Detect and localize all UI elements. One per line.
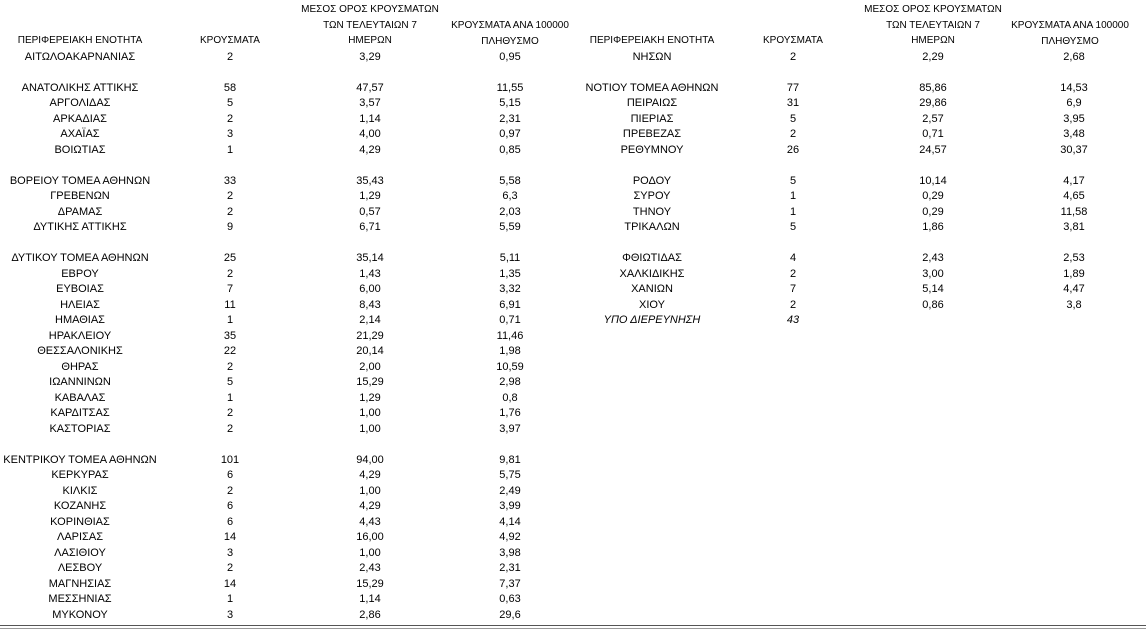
table-row <box>0 577 1146 593</box>
table-row <box>0 143 1146 159</box>
cell-region: ΦΘΙΩΤΙΔΑΣ <box>622 252 682 264</box>
cell-avg7: 1,00 <box>359 484 381 497</box>
table-row <box>0 174 1146 190</box>
cell-region: ΚΕΡΚΥΡΑΣ <box>51 469 109 481</box>
cell-region: ΕΥΒΟΙΑΣ <box>56 283 104 295</box>
cell-avg7: 2,86 <box>359 608 381 621</box>
cell-avg7: 0,29 <box>922 205 944 218</box>
cell-region: ΔΡΑΜΑΣ <box>57 205 103 218</box>
cell-per100k: 9,81 <box>499 453 521 466</box>
cell-per100k: 3,95 <box>1063 112 1085 125</box>
table-row <box>0 344 1146 360</box>
cell-region: ΚΑΣΤΟΡΙΑΣ <box>49 422 111 435</box>
cell-avg7: 15,29 <box>356 577 384 590</box>
cell-cases: 6 <box>226 515 234 528</box>
table-row <box>0 453 1146 469</box>
cell-per100k: 29,6 <box>499 608 521 621</box>
cell-per100k: 6,9 <box>1066 97 1082 109</box>
cell-region: ΡΕΘΥΜΝΟΥ <box>620 143 684 156</box>
table-row <box>0 499 1146 515</box>
cell-region: ΚΟΡΙΝΘΙΑΣ <box>50 515 110 528</box>
cell-per100k: 0,8 <box>502 391 518 404</box>
cell-per100k: 4,92 <box>499 531 521 543</box>
cell-region: ΤΗΝΟΥ <box>632 205 672 218</box>
table-row <box>0 205 1146 221</box>
cell-cases: 2 <box>789 50 797 63</box>
cell-avg7: 29,86 <box>919 97 947 109</box>
cell-cases: 4 <box>789 252 797 264</box>
cell-region: ΒΟΙΩΤΙΑΣ <box>54 143 106 156</box>
cell-avg7: 3,29 <box>359 50 381 63</box>
cell-avg7: 2,00 <box>359 360 381 373</box>
table-row <box>0 313 1146 329</box>
header-avg7-right-line1: ΜΕΣΟΣ ΟΡΟΣ ΚΡΟΥΣΜΑΤΩΝ <box>864 4 1002 15</box>
header-avg7 <box>290 2 450 49</box>
cell-region: ΑΡΓΟΛΙΔΑΣ <box>49 97 111 109</box>
table-row <box>0 592 1146 608</box>
cell-cases: 9 <box>226 221 234 233</box>
cell-avg7: 1,86 <box>922 221 944 233</box>
cell-avg7: 1,00 <box>359 422 381 435</box>
cell-region: ΑΙΤΩΛΟΑΚΑΡΝΑΝΙΑΣ <box>24 50 136 63</box>
cell-per100k: 6,3 <box>502 190 518 202</box>
cell-cases: 1 <box>226 143 234 156</box>
cell-cases: 5 <box>789 221 797 233</box>
cell-region: ΛΑΡΙΣΑΣ <box>56 531 103 543</box>
bottom-rule-secondary <box>0 628 1146 629</box>
cell-avg7: 4,29 <box>359 500 381 512</box>
cell-avg7: 1,14 <box>359 593 381 605</box>
cell-region: ΚΕΝΤΡΙΚΟΥ ΤΟΜΕΑ ΑΘΗΝΩΝ <box>3 453 157 466</box>
cell-per100k: 3,97 <box>499 422 521 435</box>
cell-avg7: 47,57 <box>356 81 384 94</box>
cell-cases: 6 <box>226 500 234 512</box>
table-row <box>0 360 1146 376</box>
cell-region: ΔΥΤΙΚΟΥ ΤΟΜΕΑ ΑΘΗΝΩΝ <box>11 252 149 264</box>
cell-region: ΠΡΕΒΕΖΑΣ <box>622 128 682 140</box>
cell-cases: 7 <box>789 283 797 295</box>
cell-avg7: 5,14 <box>922 283 944 295</box>
table-row <box>0 329 1146 345</box>
cell-avg7: 85,86 <box>919 81 947 94</box>
cell-per100k: 3,8 <box>1066 298 1082 311</box>
cell-region: ΜΥΚΟΝΟΥ <box>52 608 108 621</box>
table-row <box>0 81 1146 97</box>
cell-cases: 3 <box>226 546 234 559</box>
table-row <box>0 96 1146 112</box>
cell-region: ΘΕΣΣΑΛΟΝΙΚΗΣ <box>37 345 123 357</box>
cell-per100k: 1,98 <box>499 345 521 357</box>
cell-per100k: 3,48 <box>1063 128 1085 140</box>
cell-region: ΗΡΑΚΛΕΙΟΥ <box>48 329 112 342</box>
cell-per100k: 3,81 <box>1063 221 1085 233</box>
cell-region: ΥΠΟ ΔΙΕΡΕΥΝΗΣΗ <box>603 314 701 326</box>
cell-per100k: 0,63 <box>499 593 521 605</box>
cell-per100k: 1,35 <box>499 267 521 280</box>
cell-region: ΜΑΓΝΗΣΙΑΣ <box>48 577 112 590</box>
table-row <box>0 484 1146 500</box>
cell-avg7: 2,43 <box>922 252 944 264</box>
cell-cases: 3 <box>226 128 234 140</box>
cell-per100k: 6,91 <box>499 298 521 311</box>
cell-cases: 1 <box>789 205 797 218</box>
cell-cases: 6 <box>226 469 234 481</box>
cell-cases: 77 <box>786 81 800 94</box>
cell-avg7: 2,57 <box>922 112 944 125</box>
cell-region: ΚΑΡΔΙΤΣΑΣ <box>50 407 110 419</box>
cell-per100k: 4,47 <box>1063 283 1085 295</box>
cell-avg7: 1,00 <box>359 546 381 559</box>
cell-region: ΜΕΣΣΗΝΙΑΣ <box>48 593 112 605</box>
cell-cases: 101 <box>220 453 240 466</box>
cell-cases: 1 <box>789 190 797 202</box>
table-row <box>0 391 1146 407</box>
cell-cases: 2 <box>789 128 797 140</box>
cell-avg7: 1,29 <box>359 190 381 202</box>
cell-cases: 2 <box>226 112 234 125</box>
cell-cases: 5 <box>789 112 797 125</box>
header-per100k-line2: ΠΛΗΘΥΣΜΟ <box>481 35 539 47</box>
cell-per100k: 0,85 <box>499 143 521 156</box>
cell-cases: 2 <box>226 360 234 373</box>
cell-region: ΘΗΡΑΣ <box>61 360 99 373</box>
cell-cases: 2 <box>226 190 234 202</box>
cell-region: ΓΡΕΒΕΝΩΝ <box>50 190 110 202</box>
cell-region: ΤΡΙΚΑΛΩΝ <box>624 221 680 233</box>
cell-region: ΙΩΑΝΝΙΝΩΝ <box>49 376 111 388</box>
cell-per100k: 4,17 <box>1063 174 1085 187</box>
table-row <box>0 608 1146 624</box>
cell-cases: 31 <box>786 97 800 109</box>
cell-avg7: 1,29 <box>359 391 381 404</box>
cell-per100k: 0,97 <box>499 128 521 140</box>
header-avg7-right-line2: ΤΩΝ ΤΕΛΕΥΤΑΙΩΝ 7 <box>886 19 980 31</box>
cell-cases: 25 <box>223 252 237 264</box>
header-avg7-right <box>853 2 1013 49</box>
cell-per100k: 5,58 <box>499 174 521 187</box>
cell-avg7: 94,00 <box>356 453 384 466</box>
cell-region: ΑΝΑΤΟΛΙΚΗΣ ΑΤΤΙΚΗΣ <box>21 81 139 94</box>
header-avg7-line3: ΗΜΕΡΩΝ <box>348 35 392 46</box>
cell-per100k: 10,59 <box>496 360 524 373</box>
cell-avg7: 2,14 <box>359 314 381 326</box>
cell-per100k: 0,71 <box>499 314 521 326</box>
cell-avg7: 35,14 <box>356 252 384 264</box>
cell-per100k: 14,53 <box>1060 81 1088 94</box>
cell-cases: 26 <box>786 143 800 156</box>
cell-region: ΑΧΑΪΑΣ <box>60 128 100 140</box>
cell-region: ΧΑΛΚΙΔΙΚΗΣ <box>619 267 685 280</box>
cell-cases: 14 <box>223 577 237 590</box>
cell-cases: 2 <box>789 298 797 311</box>
cell-per100k: 1,76 <box>499 407 521 419</box>
cell-cases: 14 <box>223 531 237 543</box>
cell-cases: 1 <box>226 314 234 326</box>
cell-per100k: 2,68 <box>1063 50 1085 63</box>
cell-cases: 5 <box>226 97 234 109</box>
cell-cases: 35 <box>223 329 237 342</box>
cell-cases: 3 <box>226 608 234 621</box>
cell-avg7: 24,57 <box>919 143 947 156</box>
cell-cases: 22 <box>223 345 237 357</box>
cell-region: ΝΟΤΙΟΥ ΤΟΜΕΑ ΑΘΗΝΩΝ <box>585 81 719 94</box>
cell-region: ΠΙΕΡΙΑΣ <box>630 112 674 125</box>
table-row <box>0 375 1146 391</box>
cell-region: ΑΡΚΑΔΙΑΣ <box>53 112 107 125</box>
cell-avg7: 1,14 <box>359 112 381 125</box>
cell-cases: 2 <box>226 407 234 419</box>
table-row <box>0 267 1146 283</box>
cell-per100k: 7,37 <box>499 577 521 590</box>
table-row <box>0 515 1146 531</box>
cell-avg7: 3,57 <box>359 97 381 109</box>
cell-per100k: 5,75 <box>499 469 521 481</box>
header-cases-right: ΚΡΟΥΣΜΑΤΑ <box>763 35 823 46</box>
cell-avg7: 4,29 <box>359 143 381 156</box>
cell-avg7: 1,43 <box>359 267 381 280</box>
cell-cases: 1 <box>226 391 234 404</box>
cell-cases: 2 <box>226 205 234 218</box>
cell-cases: 2 <box>226 562 234 574</box>
header-region: ΠΕΡΙΦΕΡΕΙΑΚΗ ΕΝΟΤΗΤΑ <box>17 35 143 46</box>
cell-avg7: 8,43 <box>359 298 381 311</box>
cell-avg7: 0,57 <box>359 205 381 218</box>
cell-per100k: 3,98 <box>499 546 521 559</box>
cell-region: ΛΕΣΒΟΥ <box>57 562 103 574</box>
cell-avg7: 4,43 <box>359 515 381 528</box>
cell-avg7: 2,43 <box>359 562 381 574</box>
table-row <box>0 298 1146 314</box>
table-row <box>0 282 1146 298</box>
header-avg7-line1: ΜΕΣΟΣ ΟΡΟΣ ΚΡΟΥΣΜΑΤΩΝ <box>301 4 439 15</box>
cell-avg7: 35,43 <box>356 174 384 187</box>
cell-avg7: 3,00 <box>922 267 944 280</box>
cell-per100k: 2,31 <box>499 112 521 125</box>
cell-per100k: 3,32 <box>499 283 521 295</box>
header-avg7-line2: ΤΩΝ ΤΕΛΕΥΤΑΙΩΝ 7 <box>323 19 417 31</box>
header-per100k <box>430 18 590 49</box>
cell-avg7: 20,14 <box>356 345 384 357</box>
cell-region: ΝΗΣΩΝ <box>632 50 672 63</box>
cell-region: ΠΕΙΡΑΙΩΣ <box>626 97 678 109</box>
header-avg7-right-line3: ΗΜΕΡΩΝ <box>911 35 955 46</box>
cell-region: ΚΙΛΚΙΣ <box>62 484 98 497</box>
header-per100k-right <box>994 18 1146 49</box>
cell-per100k: 3,99 <box>499 500 521 512</box>
cell-avg7: 0,29 <box>922 190 944 202</box>
cell-per100k: 30,37 <box>1060 143 1088 156</box>
table-row <box>0 127 1146 143</box>
table-row <box>0 50 1146 66</box>
cell-region: ΡΟΔΟΥ <box>632 174 672 187</box>
cell-cases: 11 <box>224 298 236 311</box>
cell-region: ΗΜΑΘΙΑΣ <box>55 314 105 326</box>
cell-cases: 43 <box>786 314 800 326</box>
cell-region: ΚΟΖΑΝΗΣ <box>53 500 107 512</box>
cell-per100k: 2,03 <box>499 205 521 218</box>
table-row <box>0 468 1146 484</box>
table-row <box>0 530 1146 546</box>
cell-avg7: 10,14 <box>919 174 947 187</box>
cell-region: ΒΟΡΕΙΟΥ ΤΟΜΕΑ ΑΘΗΝΩΝ <box>9 174 151 187</box>
cell-avg7: 4,00 <box>359 128 381 140</box>
table-row <box>0 251 1146 267</box>
cell-per100k: 5,15 <box>499 97 521 109</box>
cell-cases: 2 <box>789 267 797 280</box>
table-row <box>0 546 1146 562</box>
cell-cases: 2 <box>226 484 234 497</box>
cell-region: ΧΑΝΙΩΝ <box>631 283 673 295</box>
cell-cases: 7 <box>226 283 234 295</box>
cell-per100k: 5,11 <box>499 252 521 264</box>
header-per100k-line1: ΚΡΟΥΣΜΑΤΑ ΑΝΑ 100000 <box>451 20 569 31</box>
cell-avg7: 6,71 <box>359 221 381 233</box>
cell-cases: 58 <box>223 81 237 94</box>
cell-per100k: 0,95 <box>499 50 521 63</box>
header-region-right: ΠΕΡΙΦΕΡΕΙΑΚΗ ΕΝΟΤΗΤΑ <box>589 35 715 46</box>
cell-cases: 2 <box>226 422 234 435</box>
table-row <box>0 112 1146 128</box>
cell-cases: 33 <box>223 174 237 187</box>
cell-per100k: 11,58 <box>1060 205 1088 218</box>
header-per100k-right-line1: ΚΡΟΥΣΜΑΤΑ ΑΝΑ 100000 <box>1011 20 1129 31</box>
cell-per100k: 5,59 <box>499 221 521 233</box>
cell-cases: 5 <box>226 376 234 388</box>
cell-region: ΕΒΡΟΥ <box>61 267 99 280</box>
header-per100k-right-line2: ΠΛΗΘΥΣΜΟ <box>1041 35 1099 47</box>
cell-per100k: 4,14 <box>499 515 521 528</box>
cell-cases: 2 <box>226 267 234 280</box>
cell-avg7: 2,29 <box>922 50 944 63</box>
cell-avg7: 0,71 <box>922 128 944 140</box>
table-row <box>0 220 1146 236</box>
cell-region: ΚΑΒΑΛΑΣ <box>54 391 106 404</box>
cell-avg7: 15,29 <box>356 376 384 388</box>
table-row <box>0 422 1146 438</box>
cell-region: ΛΑΣΙΘΙΟΥ <box>54 546 106 559</box>
cell-region: ΣΥΡΟΥ <box>633 190 671 202</box>
cell-avg7: 6,00 <box>359 283 381 295</box>
cell-per100k: 4,65 <box>1063 190 1085 202</box>
cell-per100k: 2,53 <box>1063 252 1085 264</box>
cell-region: ΔΥΤΙΚΗΣ ΑΤΤΙΚΗΣ <box>33 221 127 233</box>
table-row <box>0 561 1146 577</box>
cell-avg7: 16,00 <box>356 531 384 543</box>
cell-per100k: 11,55 <box>496 81 524 94</box>
table-row <box>0 189 1146 205</box>
cell-cases: 2 <box>226 50 234 63</box>
cell-per100k: 2,49 <box>499 484 521 497</box>
cell-per100k: 1,89 <box>1063 267 1085 280</box>
cell-per100k: 11,46 <box>496 329 524 342</box>
header-cases: ΚΡΟΥΣΜΑΤΑ <box>200 35 260 46</box>
cell-per100k: 2,31 <box>499 562 521 574</box>
cell-avg7: 0,86 <box>922 298 944 311</box>
cell-cases: 1 <box>226 593 234 605</box>
cell-region: ΧΙΟΥ <box>639 298 665 311</box>
cell-avg7: 4,29 <box>359 469 381 481</box>
bottom-rule <box>0 625 1146 626</box>
cell-region: ΗΛΕΙΑΣ <box>60 298 100 311</box>
cell-avg7: 1,00 <box>359 407 381 419</box>
cell-per100k: 2,98 <box>499 376 521 388</box>
table-row <box>0 406 1146 422</box>
cell-avg7: 21,29 <box>356 329 384 342</box>
cell-cases: 5 <box>789 174 797 187</box>
